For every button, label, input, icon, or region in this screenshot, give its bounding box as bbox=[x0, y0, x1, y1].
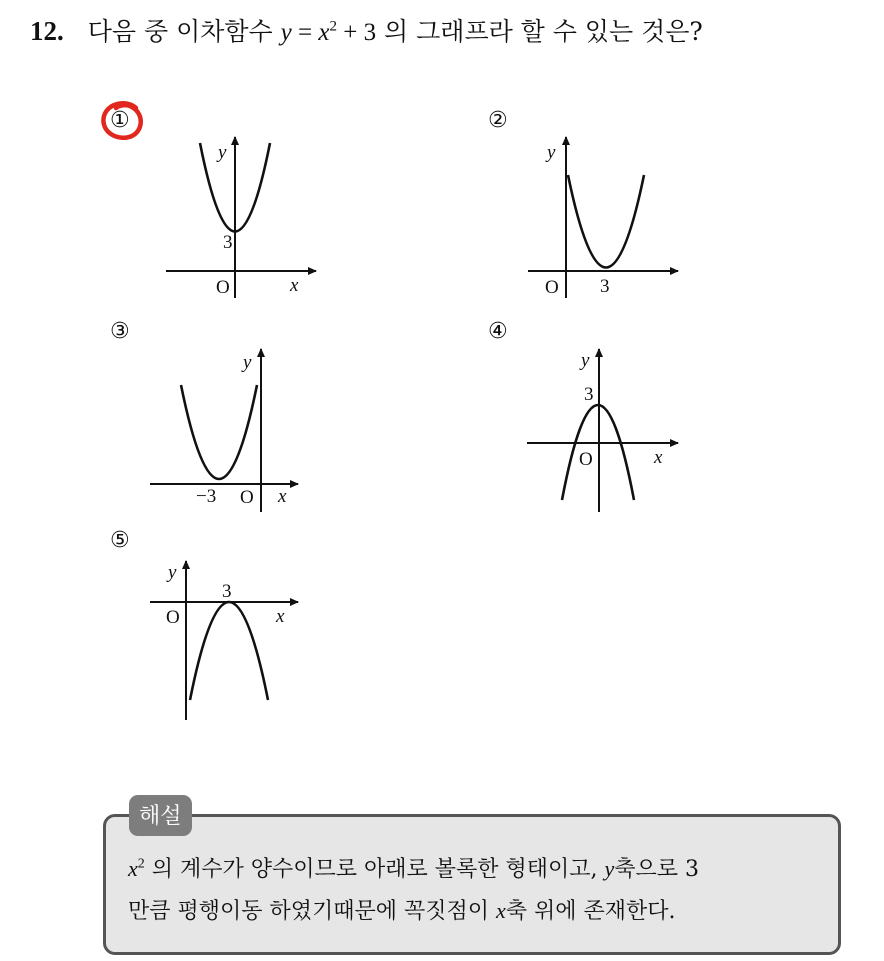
origin-label: O bbox=[545, 277, 559, 298]
x-axis-label: x bbox=[276, 606, 285, 627]
choice-label-1[interactable]: ① bbox=[110, 108, 130, 133]
solution-x-var-2: x bbox=[496, 898, 506, 923]
equation-rest: + 3 bbox=[336, 19, 377, 46]
solution-x-var: x bbox=[128, 856, 138, 881]
vertex-value-label: 3 bbox=[223, 232, 233, 253]
solution-tag: 해설 bbox=[129, 795, 192, 836]
origin-label: O bbox=[240, 487, 254, 508]
choice-label-2[interactable]: ② bbox=[488, 108, 508, 133]
solution-exponent: 2 bbox=[137, 856, 145, 872]
equation-equals: = bbox=[291, 19, 319, 46]
question-text-before: 다음 중 이차함수 bbox=[87, 17, 281, 46]
x-axis-label: x bbox=[654, 447, 663, 468]
y-axis-label: y bbox=[547, 142, 556, 163]
solution-text-1a: 의 계수가 양수이므로 아래로 볼록한 형태이고, bbox=[144, 857, 605, 882]
origin-label: O bbox=[579, 449, 593, 470]
x-axis-label: x bbox=[290, 275, 299, 296]
solution-line-2 bbox=[128, 894, 676, 925]
question-text-after: 의 그래프라 할 수 있는 것은? bbox=[376, 17, 703, 46]
origin-label: O bbox=[216, 277, 230, 298]
parabola-curve bbox=[190, 602, 268, 700]
solution-text-2a: 만큼 평행이동 하였기때문에 꼭짓점이 bbox=[128, 899, 497, 924]
vertex-value-label: 3 bbox=[600, 276, 610, 297]
x-axis-label: x bbox=[278, 486, 287, 507]
solution-text-2b: 축 위에 존재한다. bbox=[505, 899, 676, 924]
equation-x: x bbox=[318, 19, 330, 46]
choice-label-4[interactable]: ④ bbox=[488, 319, 508, 344]
vertex-value-label: 3 bbox=[222, 581, 232, 602]
question-number: 12. bbox=[30, 16, 64, 46]
equation-y: y bbox=[280, 19, 292, 46]
solution-text-1b: 축으로 3 bbox=[614, 857, 700, 882]
solution-y-var: y bbox=[604, 856, 615, 881]
solution-line-1 bbox=[128, 852, 699, 883]
y-axis-label: y bbox=[581, 350, 590, 371]
vertex-value-label: 3 bbox=[584, 384, 594, 405]
choice-label-3[interactable]: ③ bbox=[110, 319, 130, 344]
y-axis-label: y bbox=[168, 562, 177, 583]
y-axis-label: y bbox=[218, 142, 227, 163]
y-axis-label: y bbox=[243, 352, 252, 373]
equation-exponent: 2 bbox=[329, 18, 337, 35]
solution-box bbox=[103, 814, 841, 955]
choice-label-5[interactable]: ⑤ bbox=[110, 528, 130, 553]
vertex-value-label: −3 bbox=[196, 486, 217, 507]
origin-label: O bbox=[166, 607, 180, 628]
